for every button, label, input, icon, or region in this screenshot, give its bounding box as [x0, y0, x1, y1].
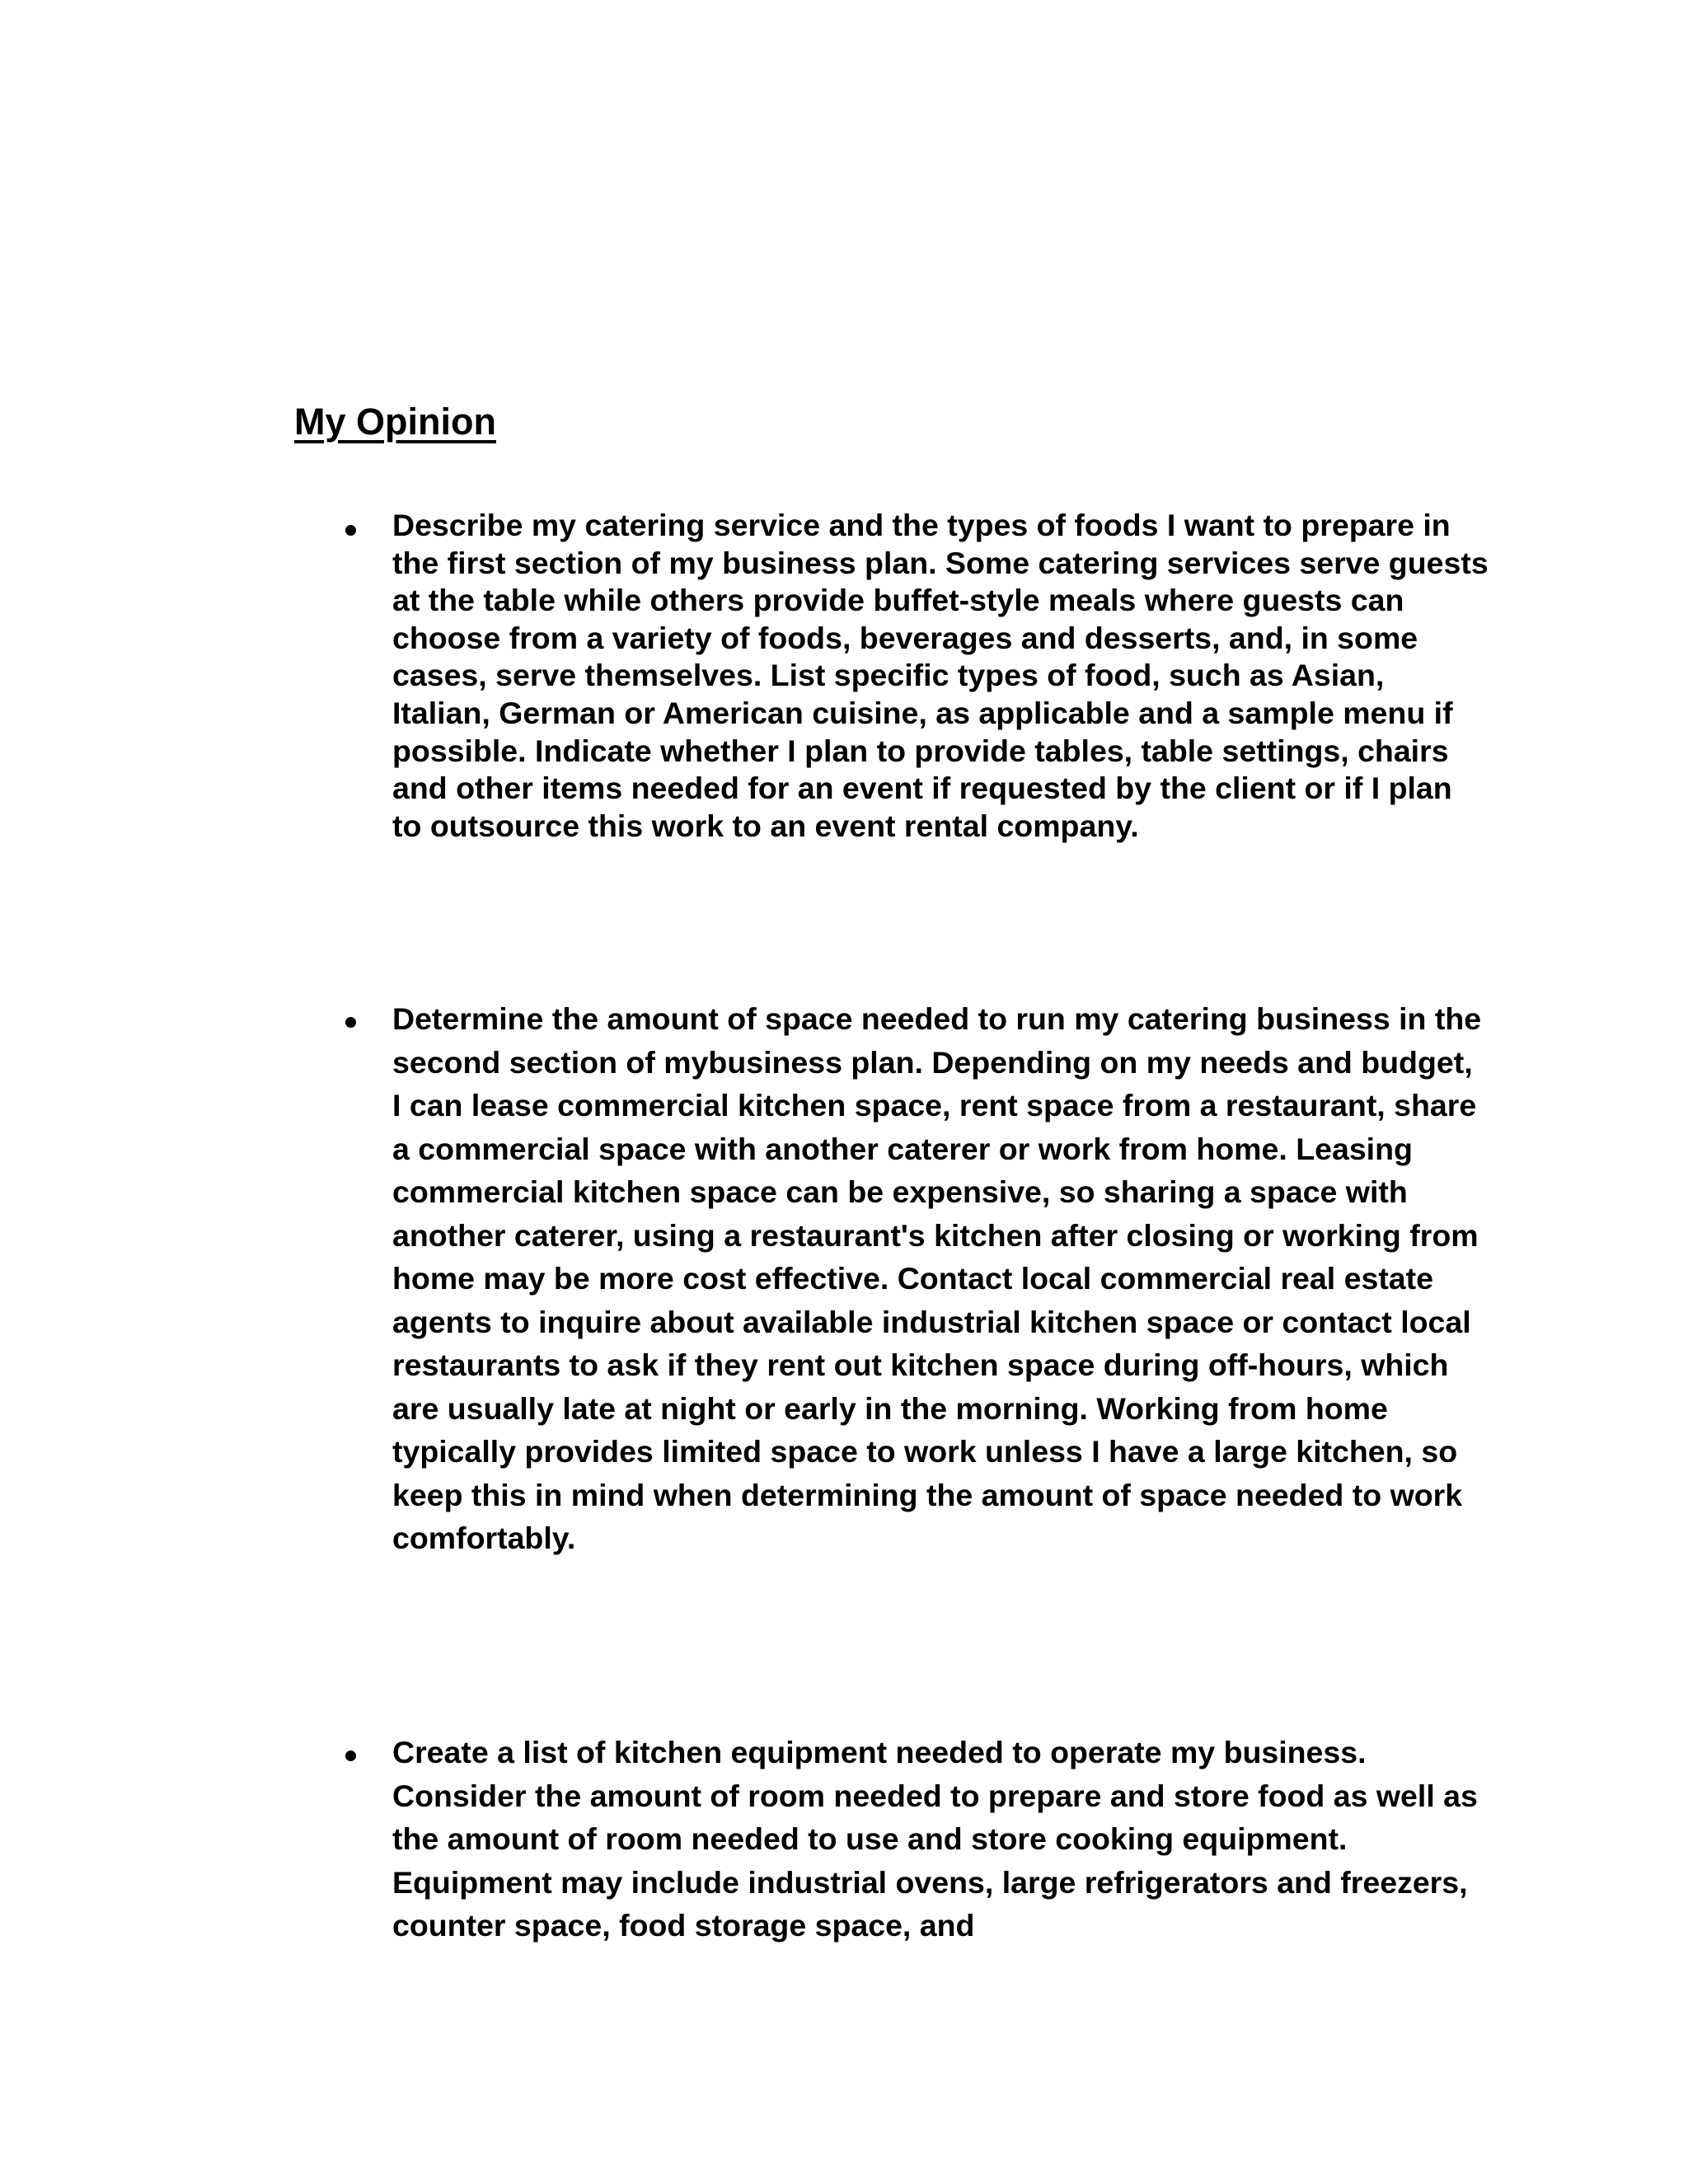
list-item-text: Describe my catering service and the types of foods I want to prepare in the first section of my business plan. Some catering services serve guests at the table while others provide buffet-style meals where guests can choose from a variety of foods, beverages and desserts, and, in some cases, serve themselves. List specific types of food, such as Asian, Italian, German or American cuisine, as applicable and a sample menu if possible. Indicate whether I plan to provide tables, table settings, chairs and other items needed for an event if requested by the client or if I plan to outsource this work to an event rental company. — [392, 508, 1489, 843]
bullet-icon — [342, 1007, 362, 1019]
bullet-icon — [342, 515, 362, 527]
list-item-text: Determine the amount of space needed to run my catering business in the second section of mybusiness plan. Depending on my needs and budget, I can lease commercial kitchen space, rent space from a restaurant, share a commercial space with another caterer or work from home. Leasing commercial kitchen space can be expensive, so sharing a space with another caterer, using a restaurant's kitchen after closing or working from home may be more cost effective. Contact local commercial real estate agents to inquire about available industrial kitchen space or contact local restaurants to ask if they rent out kitchen space during off-hours, which are usually late at night or early in the morning. Working from home typically provides limited space to work unless I have a large kitchen, so keep this in mind when determining the amount of space needed to work comfortably. — [392, 1001, 1482, 1555]
bullet-icon — [342, 1741, 362, 1752]
list-item-text: Create a list of kitchen equipment needed to operate my business. Consider the amount of room needed to prepare and store food as well as the amount of room needed to use and store cooking equipment. Equipment may include industrial ovens, large refrigerators and freezers, counter space, food storage space, and — [392, 1735, 1478, 1943]
page-title: My Opinion — [294, 401, 496, 443]
